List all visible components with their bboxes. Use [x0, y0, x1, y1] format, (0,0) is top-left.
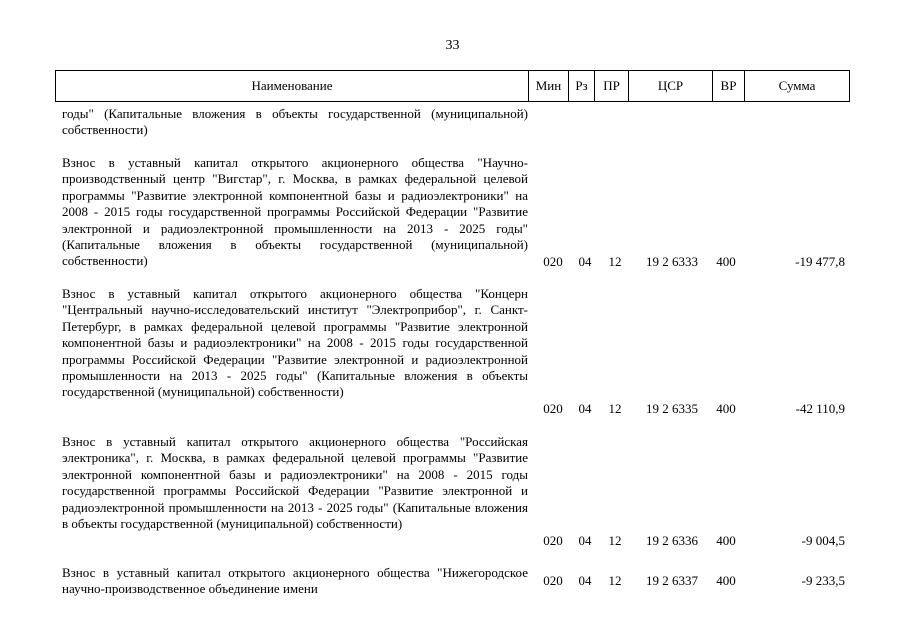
row-rz: 04 — [578, 401, 592, 416]
row-rz: 04 — [578, 573, 592, 588]
row-vr: 400 — [716, 573, 736, 588]
header-rz: Рз — [568, 71, 594, 101]
row-csr: 19 2 6333 — [646, 254, 698, 269]
header-csr: ЦСР — [628, 71, 712, 101]
row-vr: 400 — [716, 533, 736, 548]
table-row — [0, 565, 905, 605]
row-rz: 04 — [578, 533, 592, 548]
row-name: Взнос в уставный капитал открытого акционерного общества "Научно-производственный центр "Вигстар", г. Москва, в рамках федеральной целевой программы "Развитие электронной компонентной базы и радиоэлектроники" на 2008 - 2015 годы государственной программы Российской Федерации "Развитие электронной и радиоэлектронной промышленности на 2013 - 2025 годы" (Капитальные вложения в объекты государственной (муниципальной) собственности) — [62, 155, 528, 269]
row-sum: -9 233,5 — [801, 573, 845, 588]
row-name: Взнос в уставный капитал открытого акционерного общества "Концерн "Центральный научно-исследовательский институт "Электроприбор", г. Санкт-Петербург, в рамках федеральной целевой программы "Развитие электронной компонентной базы и радиоэлектроники" на 2008 - 2015 годы государственной программы Российской Федерации "Развитие электронной и радиоэлектронной промышленности на 2013 - 2025 годы" (Капитальные вложения в объекты государственной (муниципальной) собственности) — [62, 286, 528, 400]
row-name: Взнос в уставный капитал открытого акционерного общества "Российская электроника", г. Москва, в рамках федеральной целевой программы "Развитие электронной компонентной базы и радиоэлектроники" на 2008 - 2015 годы государственной программы Российской Федерации "Развитие электронной и радиоэлектронной промышленности на 2013 - 2025 годы" (Капитальные вложения в объекты государственной (муниципальной) собственности) — [62, 434, 528, 532]
header-vr: ВР — [712, 71, 744, 101]
table-header — [55, 70, 850, 102]
header-min: Мин — [528, 71, 568, 101]
page-number: 33 — [445, 38, 460, 53]
row-sum: -9 004,5 — [801, 533, 845, 548]
row-csr: 19 2 6337 — [646, 573, 698, 588]
header-pr: ПР — [594, 71, 628, 101]
row-pr: 12 — [608, 573, 622, 588]
row-vr: 400 — [716, 254, 736, 269]
row-pr: 12 — [608, 401, 622, 416]
row-name: Взнос в уставный капитал открытого акционерного общества "Нижегородское научно-производственное объединение имени — [62, 565, 528, 597]
row-min: 020 — [543, 401, 563, 416]
row-vr: 400 — [716, 401, 736, 416]
row-sum: -42 110,9 — [795, 401, 845, 416]
header-sum: Сумма — [744, 71, 849, 101]
row-pr: 12 — [608, 533, 622, 548]
row-min: 020 — [543, 254, 563, 269]
row-sum: -19 477,8 — [795, 254, 845, 269]
row-rz: 04 — [578, 254, 592, 269]
row-min: 020 — [543, 573, 563, 588]
row-name: годы" (Капитальные вложения в объекты государственной (муниципальной) собственности) — [62, 106, 528, 138]
row-csr: 19 2 6335 — [646, 401, 698, 416]
row-csr: 19 2 6336 — [646, 533, 698, 548]
row-min: 020 — [543, 533, 563, 548]
row-pr: 12 — [608, 254, 622, 269]
header-name: Наименование — [251, 78, 333, 93]
